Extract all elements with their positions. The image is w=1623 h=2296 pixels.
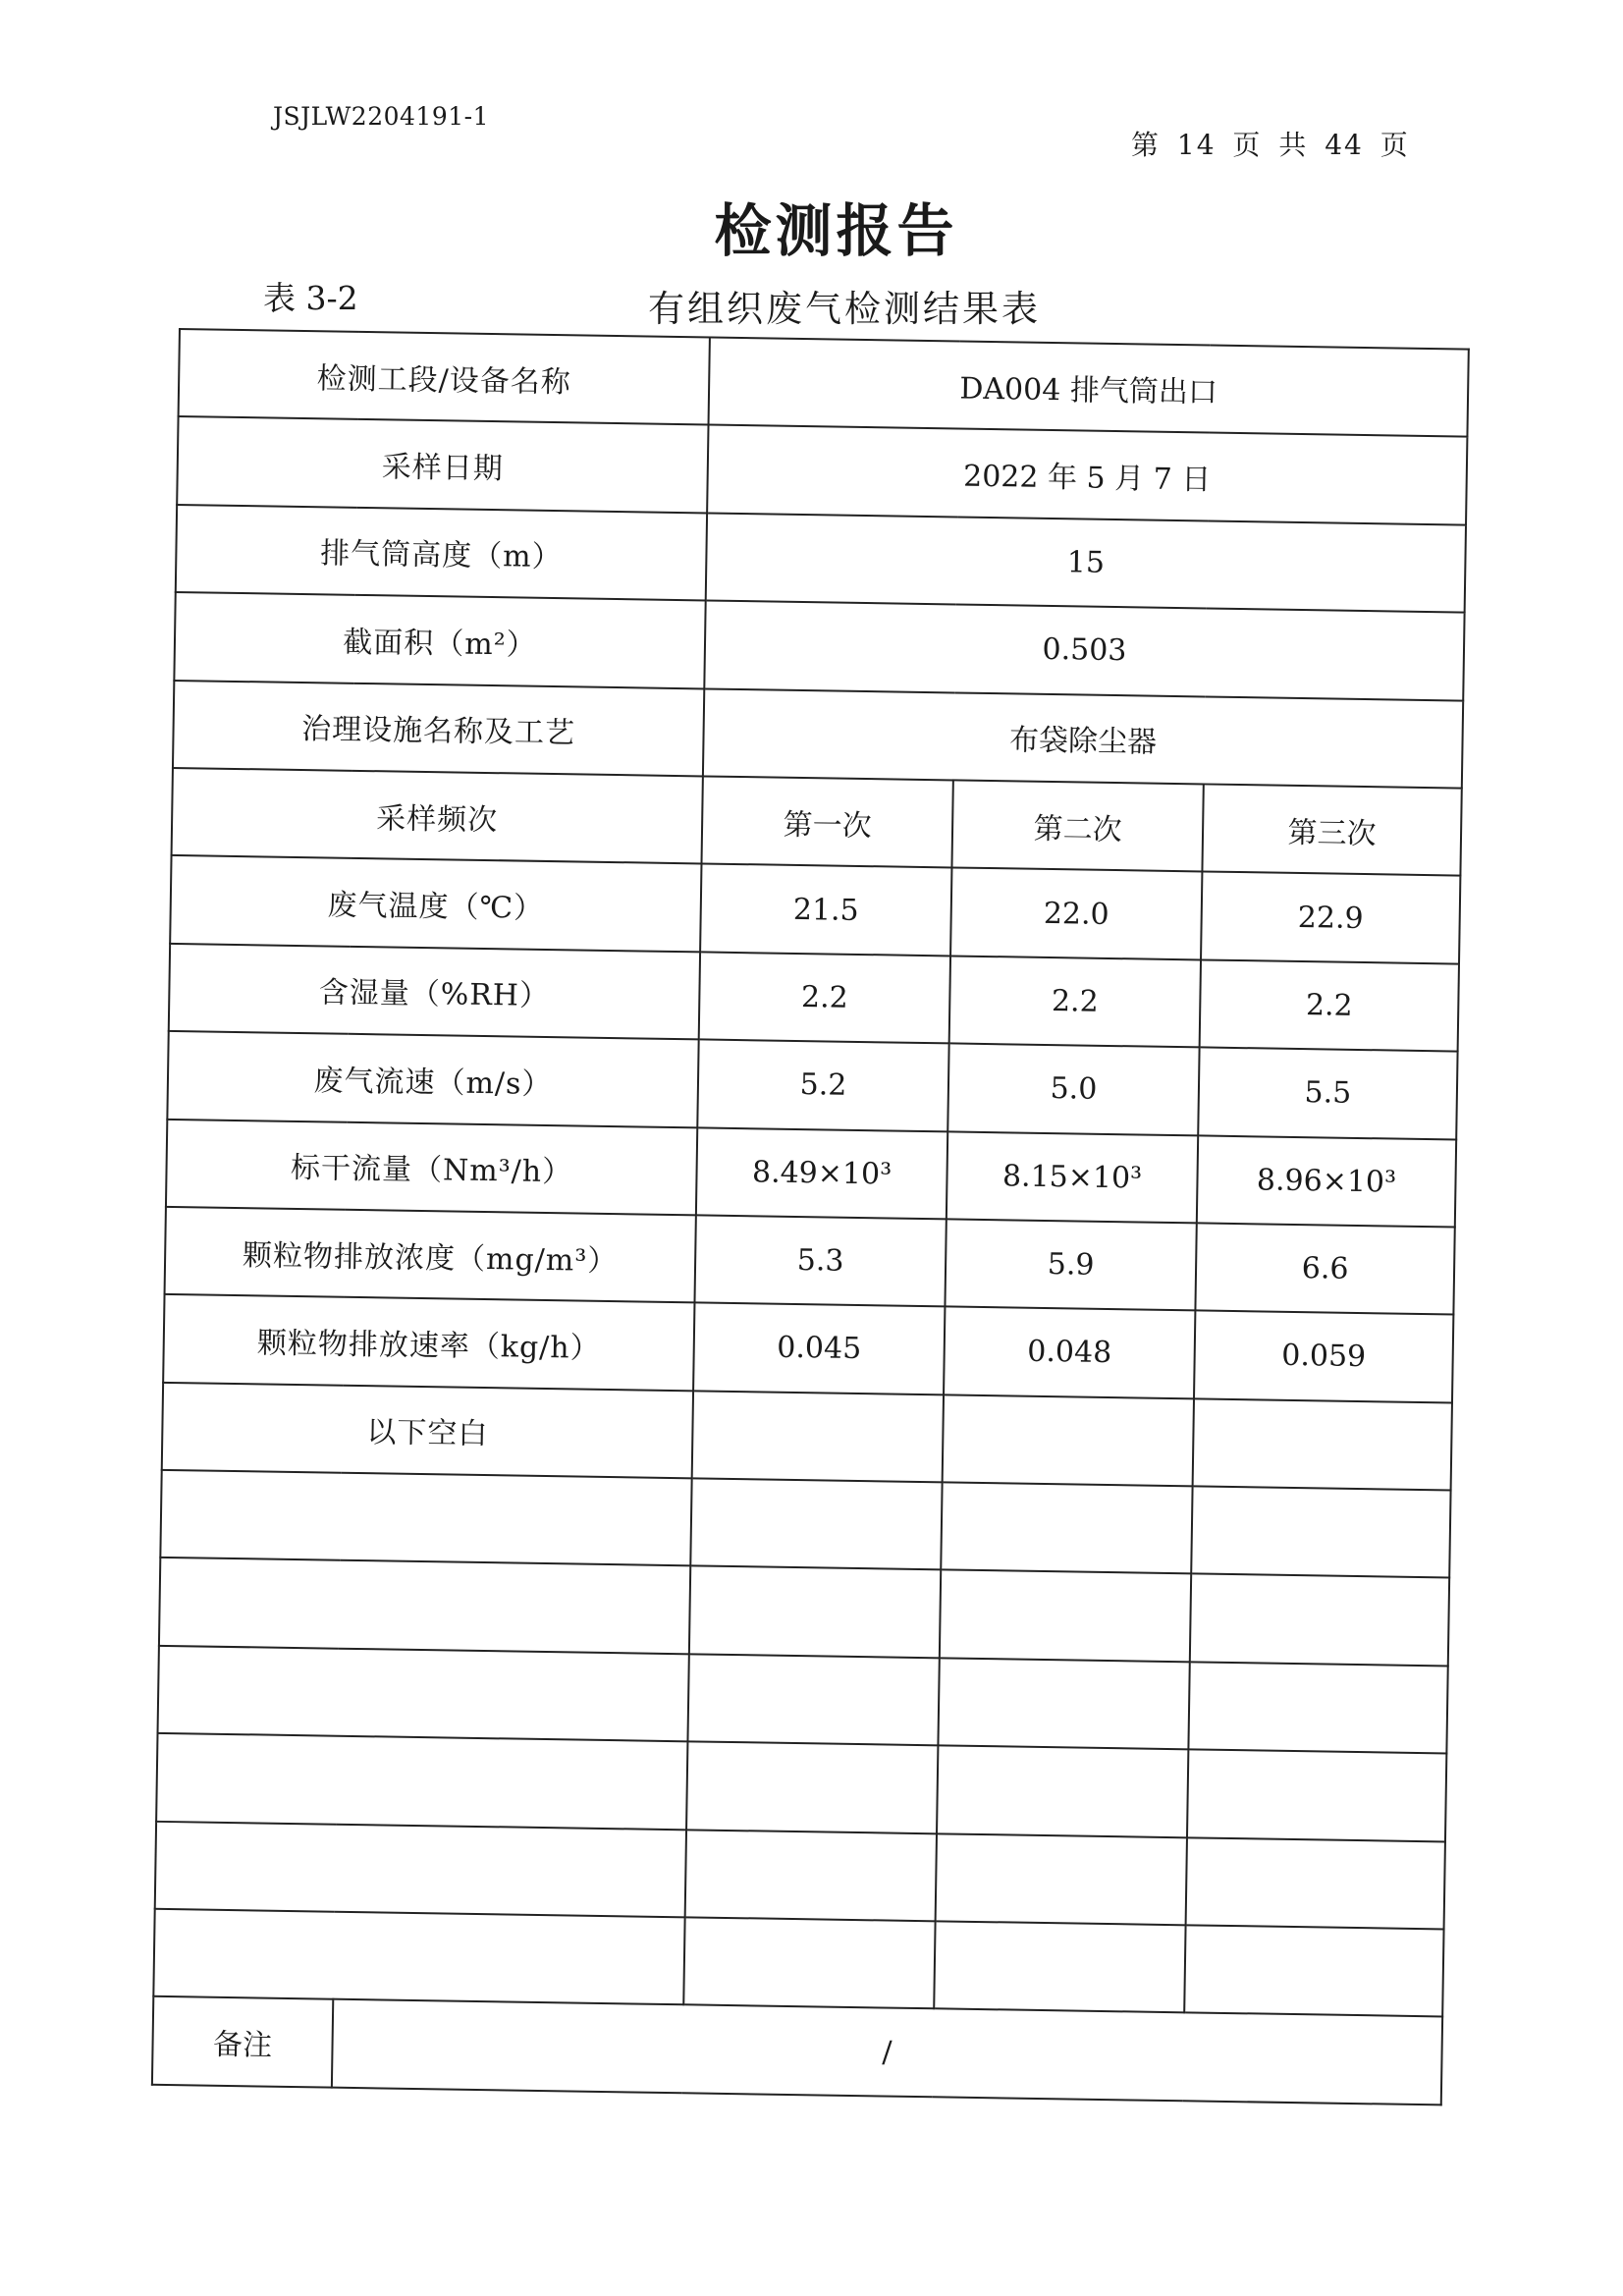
- empty-cell: [1184, 1925, 1443, 2017]
- cell-value: 5.3: [694, 1215, 946, 1306]
- remarks-value: /: [332, 1999, 1442, 2105]
- empty-cell: [155, 1821, 686, 1917]
- cell-value: 5.0: [947, 1044, 1199, 1135]
- empty-cell: [153, 1909, 684, 2005]
- cell-value: 8.15×10³: [947, 1131, 1198, 1223]
- row-value: 2022 年 5 月 7 日: [707, 425, 1467, 525]
- empty-cell: [1186, 1837, 1445, 1930]
- empty-cell: [1188, 1662, 1447, 1754]
- cell-value: 5.2: [697, 1040, 948, 1131]
- empty-cell: [1190, 1574, 1449, 1667]
- empty-cell: [685, 1830, 937, 1921]
- row-label: 颗粒物排放速率（kg/h）: [163, 1294, 694, 1391]
- empty-cell: [683, 1917, 935, 2008]
- row-label: 检测工段/设备名称: [179, 329, 710, 425]
- cell-value: 0.045: [693, 1303, 945, 1394]
- blank-note: 以下空白: [162, 1383, 693, 1479]
- empty-cell: [690, 1478, 942, 1569]
- cell-value: 8.49×10³: [696, 1127, 947, 1219]
- empty-cell: [938, 1658, 1189, 1749]
- cell-value: 0.048: [944, 1307, 1195, 1398]
- cell-value: 2.2: [949, 956, 1201, 1047]
- cell-value: 6.6: [1195, 1223, 1454, 1315]
- cell-value: 0.059: [1194, 1311, 1453, 1403]
- run-header: 第二次: [951, 780, 1203, 871]
- cell-value: 22.9: [1201, 872, 1460, 964]
- row-label: 废气流速（m/s）: [167, 1031, 698, 1127]
- empty-cell: [689, 1566, 941, 1658]
- remarks-label: 备注: [152, 1996, 333, 2087]
- empty-cell: [692, 1391, 944, 1482]
- cell-value: 21.5: [700, 864, 951, 956]
- row-value: 布袋除尘器: [703, 688, 1463, 789]
- row-label: 含湿量（%RH）: [169, 944, 700, 1040]
- empty-cell: [1191, 1486, 1450, 1578]
- empty-cell: [936, 1833, 1187, 1925]
- table-number: 表 3-2: [263, 279, 358, 317]
- empty-cell: [943, 1394, 1194, 1486]
- cell-value: 5.9: [945, 1219, 1196, 1310]
- row-label: 采样频次: [172, 768, 703, 864]
- row-label: 颗粒物排放浓度（mg/m³）: [165, 1207, 696, 1303]
- cell-value: 22.0: [950, 868, 1202, 959]
- row-value: 15: [706, 513, 1466, 613]
- cell-value: 8.96×10³: [1197, 1135, 1456, 1228]
- row-label: 废气温度（℃）: [170, 855, 701, 952]
- row-label: 采样日期: [177, 416, 708, 513]
- empty-cell: [934, 1921, 1185, 2012]
- empty-cell: [686, 1742, 938, 1833]
- row-label: 排气筒高度（m）: [176, 505, 707, 601]
- row-label: 治理设施名称及工艺: [173, 681, 704, 777]
- table-title: 有组织废气检测结果表: [648, 288, 1041, 330]
- empty-cell: [687, 1654, 939, 1745]
- row-label: 标干流量（Nm³/h）: [166, 1119, 697, 1215]
- row-value: 0.503: [704, 601, 1464, 701]
- empty-cell: [940, 1570, 1191, 1662]
- empty-cell: [156, 1733, 687, 1830]
- cell-value: 5.5: [1198, 1048, 1457, 1140]
- document-title: 检测报告: [714, 197, 958, 264]
- cell-value: 2.2: [1200, 959, 1459, 1052]
- empty-cell: [1193, 1398, 1452, 1491]
- empty-cell: [160, 1470, 691, 1566]
- row-label: 截面积（m²）: [174, 592, 705, 688]
- empty-cell: [159, 1558, 690, 1654]
- empty-cell: [1187, 1750, 1446, 1842]
- empty-cell: [937, 1746, 1188, 1837]
- cell-value: 2.2: [699, 952, 950, 1043]
- empty-cell: [941, 1482, 1192, 1573]
- page-number: 第 14 页 共 44 页: [1131, 129, 1410, 161]
- report-id: JSJLW2204191-1: [273, 102, 489, 131]
- run-header: 第三次: [1202, 784, 1461, 876]
- row-value: DA004 排气筒出口: [709, 337, 1469, 437]
- results-table: [151, 328, 1470, 2105]
- run-header: 第一次: [702, 776, 953, 867]
- empty-cell: [158, 1646, 689, 1742]
